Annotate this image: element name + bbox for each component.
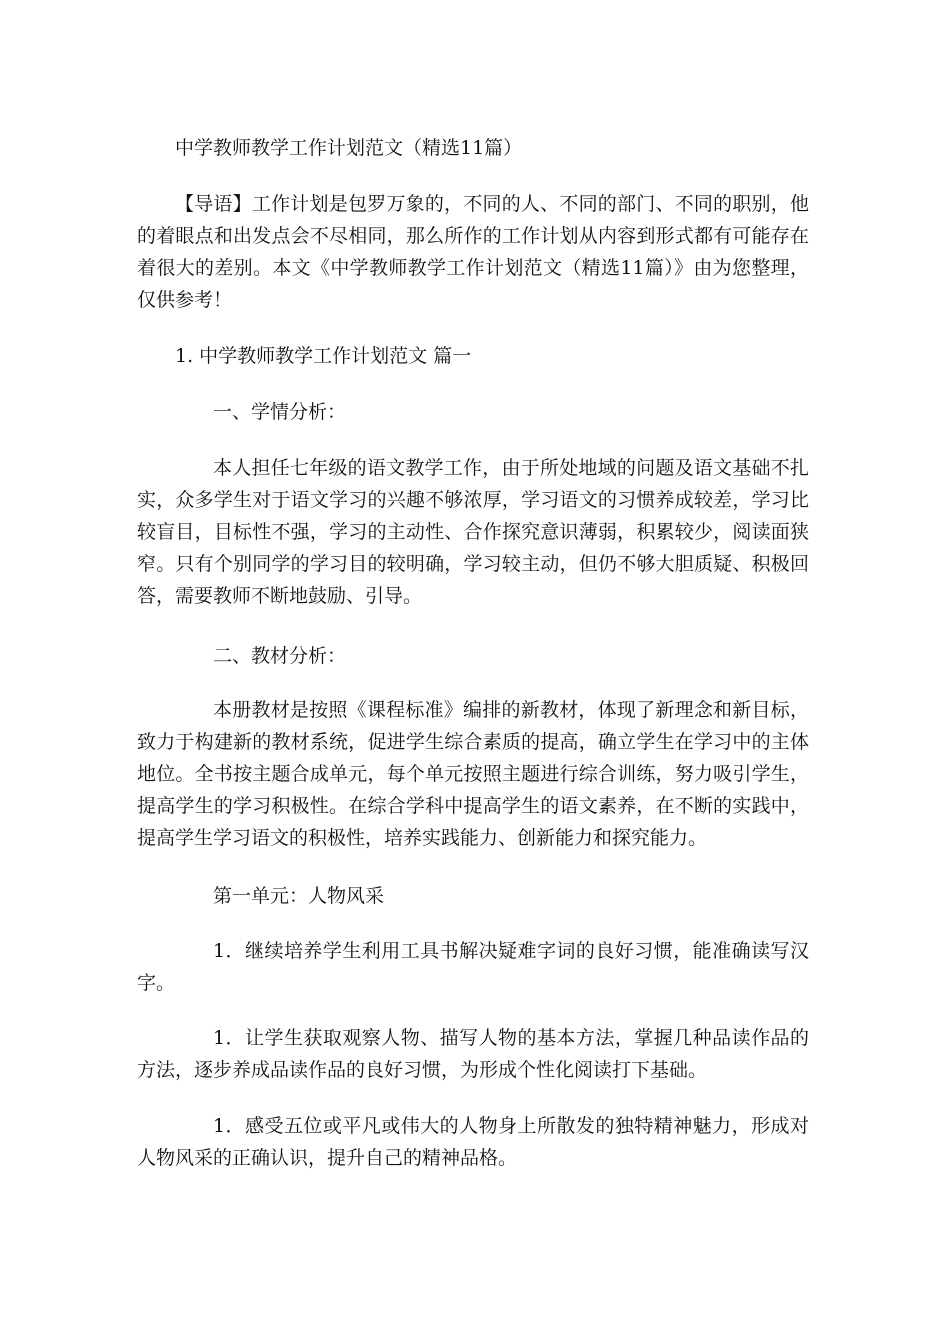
paragraph-student-analysis: 本人担任七年级的语文教学工作，由于所处地域的问题及语文基础不扎实，众多学生对于语文学习的兴趣不够浓厚，学习语文的习惯养成较差，学习比较盲目，目标性不强，学习的主动性、合作探究意识薄弱，积累较少，阅读面狭窄。只有个别同学的学习目的较明确，学习较主动，但仍不够大胆质疑、积极回答，需要教师不断地鼓励、引导。 [137, 457, 809, 607]
subheading-textbook-analysis: 二、教材分析： [213, 645, 347, 667]
document-title: 中学教师教学工作计划范文（精选11篇） [175, 137, 523, 159]
list-item: 1．继续培养学生利用工具书解决疑难字词的良好习惯，能准确读写汉字。 [137, 940, 809, 994]
paragraph-textbook-analysis: 本册教材是按照《课程标准》编排的新教材，体现了新理念和新目标，致力于构建新的教材系统，促进学生综合素质的提高，确立学生在学习中的主体地位。全书按主题合成单元，每个单元按照主题进行综合训练，努力吸引学生，提高学生的学习积极性。在综合学科中提高学生的语文素养，在不断的实践中，提高学生学习语文的积极性，培养实践能力、创新能力和探究能力。 [137, 699, 809, 849]
section-heading: 1. 中学教师教学工作计划范文 篇一 [175, 345, 472, 367]
unit-heading: 第一单元：人物风采 [213, 885, 385, 907]
list-item: 1．感受五位或平凡或伟大的人物身上所散发的独特精神魅力，形成对人物风采的正确认识，提升自己的精神品格。 [137, 1115, 809, 1169]
intro-paragraph: 【导语】工作计划是包罗万象的，不同的人、不同的部门、不同的职别，他的着眼点和出发点会不尽相同，那么所作的工作计划从内容到形式都有可能存在着很大的差别。本文《中学教师教学工作计划范文（精选11篇）》由为您整理，仅供参考！ [137, 193, 809, 311]
subheading-student-analysis: 一、学情分析： [213, 401, 347, 423]
list-item: 1．让学生获取观察人物、描写人物的基本方法，掌握几种品读作品的方法，逐步养成品读作品的良好习惯，为形成个性化阅读打下基础。 [137, 1027, 809, 1081]
